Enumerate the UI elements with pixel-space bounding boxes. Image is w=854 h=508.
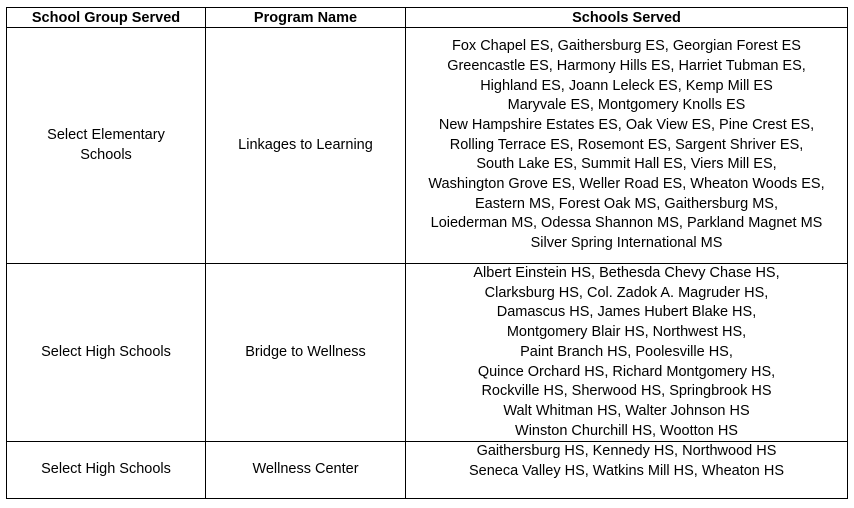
schools-served-line: Quince Orchard HS, Richard Montgomery HS, (477, 363, 776, 380)
school-group-text: Select High Schools (41, 461, 171, 478)
table-row (7, 264, 848, 442)
schools-served-line: Silver Spring International MS (530, 235, 723, 252)
schools-served-line: Washington Grove ES, Weller Road ES, Wheaton Woods ES, (428, 176, 825, 193)
program-name-cell: Bridge to Wellness (206, 264, 406, 442)
header-schools-served: Schools Served (406, 8, 848, 28)
school-group-cell (7, 442, 206, 499)
table-row (7, 442, 848, 499)
schools-served-line: Rockville HS, Sherwood HS, Springbrook HS (481, 383, 772, 400)
school-group-cell (7, 28, 206, 264)
header-school-group: School Group Served (7, 8, 206, 28)
schools-served-line: Walt Whitman HS, Walter Johnson HS (503, 402, 750, 419)
schools-served-line: Fox Chapel ES, Gaithersburg ES, Georgian Forest ES (452, 38, 801, 55)
schools-served-line: Paint Branch HS, Poolesville HS, (520, 343, 733, 360)
program-name-cell: Linkages to Learning (206, 28, 406, 264)
schools-served-line: Damascus HS, James Hubert Blake HS, (496, 304, 757, 321)
schools-served-line: Winston Churchill HS, Wootton HS (515, 422, 738, 439)
school-group-text: Select High Schools (41, 343, 171, 360)
table-row (7, 28, 848, 264)
schools-served-line: Seneca Valley HS, Watkins Mill HS, Wheaton HS (468, 463, 785, 480)
school-group-text: Schools (80, 146, 132, 163)
schools-served-line: New Hampshire Estates ES, Oak View ES, Pine Crest ES, (438, 116, 815, 133)
schools-served-line: Eastern MS, Forest Oak MS, Gaithersburg MS, (475, 195, 778, 212)
schools-served-line: South Lake ES, Summit Hall ES, Viers Mill ES, (476, 156, 777, 173)
schools-served-line: Greencastle ES, Harmony Hills ES, Harriet Tubman ES, (447, 57, 806, 74)
header-program-name: Program Name (206, 8, 406, 28)
schools-program-table (6, 7, 848, 499)
schools-served-line: Montgomery Blair HS, Northwest HS, (506, 324, 747, 341)
table-header-row (7, 8, 848, 28)
schools-served-cell (406, 442, 848, 499)
schools-served-line: Albert Einstein HS, Bethesda Chevy Chase HS, (473, 265, 780, 281)
schools-served-cell (406, 264, 848, 442)
schools-served-cell (406, 28, 848, 264)
schools-served-line: Highland ES, Joann Leleck ES, Kemp Mill ES (480, 77, 773, 94)
school-group-cell (7, 264, 206, 442)
schools-served-line: Loiederman MS, Odessa Shannon MS, Parkland Magnet MS (430, 215, 823, 232)
school-group-text: Select Elementary (47, 126, 165, 143)
schools-served-line: Rolling Terrace ES, Rosemont ES, Sargent Shriver ES, (449, 136, 804, 153)
program-name-cell: Wellness Center (206, 442, 406, 499)
schools-served-line: Gaithersburg HS, Kennedy HS, Northwood HS (476, 443, 777, 460)
schools-served-line: Clarksburg HS, Col. Zadok A. Magruder HS, (484, 284, 769, 301)
schools-served-line: Maryvale ES, Montgomery Knolls ES (507, 97, 746, 114)
